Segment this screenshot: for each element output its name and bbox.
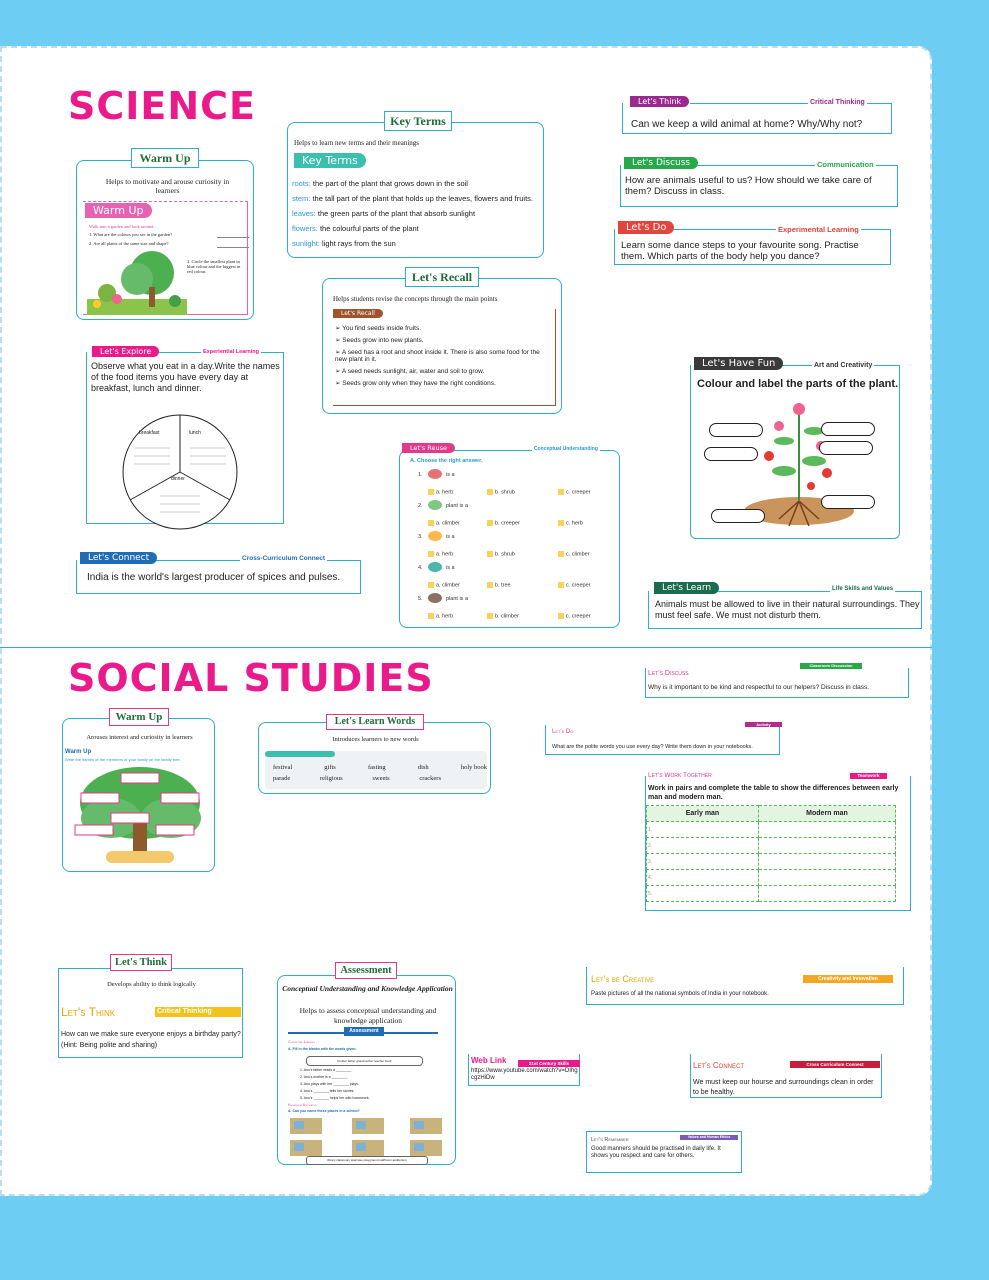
reuse-option-c: c. creeper [558, 489, 590, 495]
reuse-option-b: b. creeper [487, 520, 520, 526]
reuse-option-b: b. shrub [487, 551, 515, 557]
soc-lets-discuss-tag: Classroom Discussion [800, 663, 862, 669]
warm-up-instruction: Walk into a garden and look around. [89, 224, 155, 229]
reuse-option-a: a. climber [428, 520, 460, 526]
work-together-tag: Teamwork [850, 773, 887, 779]
lets-remember-tag: Values and Human Ethics [680, 1135, 738, 1140]
lets-have-fun-pill: Let's Have Fun [694, 357, 783, 370]
assessment-q2: A. Can you name these places in a school? [288, 1109, 360, 1113]
assessment-pill: Assessment [344, 1027, 384, 1036]
reuse-heading: A. Choose the right answer. [410, 458, 483, 464]
reuse-option-a: a. herb [428, 489, 453, 495]
sci-lets-think-pill: Let's Think [630, 96, 689, 107]
sci-lets-discuss-box [620, 165, 898, 207]
sci-lets-discuss-pill: Let's Discuss [624, 157, 698, 169]
warm-up-q3: 3. Circle the smallest plant in blue colour and the biggest in red colour. [187, 259, 241, 274]
reuse-question-number: 5. [418, 596, 423, 602]
soc-lets-do-title: Let's Do [552, 729, 574, 735]
assessment-tab: Assessment [335, 962, 397, 979]
soc-lets-think-desc: Develops ability to think logically [107, 981, 196, 988]
reuse-question-number: 3. [418, 534, 423, 540]
sci-lets-think-box [622, 103, 892, 134]
sci-lets-connect-text: India is the world's largest producer of spices and pulses. [87, 572, 341, 583]
soc-lets-discuss-box [645, 668, 909, 698]
reuse-question-text: plant is a [446, 503, 469, 509]
warm-up-q2: 2. Are all plants of the same size and shape? [89, 241, 169, 246]
reuse-option-b: b. shrub [487, 489, 515, 495]
soc-lets-connect-tag: Cross Curriculum Connect [790, 1061, 880, 1068]
reuse-plant-icon [428, 531, 442, 541]
lets-reuse-pill: Let's Reuse [402, 443, 455, 453]
reuse-plant-icon [428, 593, 442, 603]
assessment-q1: A. Fill in the blanks with the words given. [288, 1047, 357, 1051]
section-divider [0, 647, 932, 648]
col-early-man: Early man [647, 806, 759, 822]
reuse-question-text: is a [446, 565, 455, 571]
reuse-option-c: c. creeper [558, 613, 590, 619]
reuse-option-b: b. climber [487, 613, 519, 619]
work-together-title: Let's Work Together [648, 772, 712, 779]
sci-lets-learn-text: Animals must be allowed to live in their natural surroundings. They must feel safe. We must not disturb them. [655, 599, 920, 620]
work-together-table: Early man Modern man 1. 2. 3. 4. 5. [646, 805, 896, 902]
lets-reuse-tag: Conceptual Understanding [534, 446, 598, 452]
garden-illustration [87, 249, 187, 315]
be-creative-text: Paste pictures of all the national symbols of India in your notebook. [591, 991, 769, 997]
learn-words-card [258, 722, 491, 794]
pie-label-lunch: lunch [189, 430, 201, 436]
lets-explore-box [86, 352, 284, 524]
recall-point: ➢ Seeds grow only when they have the right conditions. [335, 379, 553, 387]
soc-warm-up-pill: Warm Up [65, 749, 92, 755]
lets-have-fun-tag: Art and Creativity [814, 362, 873, 369]
key-terms-desc: Helps to learn new terms and their meanings [294, 139, 419, 147]
assessment-sec2: Knowledge Application [288, 1103, 317, 1107]
pie-label-breakfast: breakfast [139, 430, 160, 436]
lets-recall-desc: Helps students revise the concepts through the main points [333, 295, 498, 303]
soc-lets-connect-text: We must keep our hourse and surroundings clean in order to be healthy. [693, 1079, 874, 1096]
lets-recall-pill: Let's Recall [333, 309, 383, 318]
lets-recall-tab: Let's Recall [405, 267, 479, 287]
assessment-card [277, 975, 456, 1165]
sci-lets-learn-pill: Let's Learn [654, 582, 719, 594]
reuse-option-c: c. climber [558, 551, 590, 557]
reuse-plant-icon [428, 500, 442, 510]
sci-lets-learn-tag: Life Skills and Values [832, 586, 894, 592]
be-creative-tag: Creativity and Innovation [803, 975, 893, 983]
reuse-option-a: a. herb [428, 551, 453, 557]
key-terms-card [287, 122, 544, 258]
reuse-option-a: a. herb [428, 613, 453, 619]
sci-lets-discuss-tag: Communication [817, 160, 874, 169]
key-term-item: roots: the part of the plant that grows down in the soil [292, 179, 468, 188]
sci-lets-learn-box [648, 591, 922, 629]
be-creative-title: Let's be Creative [591, 974, 655, 984]
assessment-wordbox: brother father grandmother teacher book [306, 1056, 423, 1066]
lets-have-fun-text: Colour and label the parts of the plant. [697, 378, 899, 390]
soc-warm-up-card [62, 718, 215, 872]
lets-remember-title: Let's Remember [591, 1137, 629, 1143]
soc-lets-do-box [545, 725, 780, 755]
learn-words-row1: festival gifts fasting dish holy book [273, 764, 487, 771]
soc-lets-think-title: Let's Think [61, 1005, 116, 1019]
science-title: SCIENCE [68, 84, 257, 128]
lets-remember-text: Good manners should be practised in daily life. It shows you respect and care for others. [591, 1146, 721, 1159]
sci-lets-connect-box [76, 560, 361, 594]
reuse-option-a: a. climber [428, 582, 460, 588]
sci-lets-do-pill: Let's Do [618, 221, 674, 234]
web-link-url[interactable]: https://www.youtube.com/watch?v=DIhgcgzHiDw [471, 1068, 578, 1081]
reuse-question-text: is a [446, 472, 455, 478]
science-warm-up-tab: Warm Up [131, 148, 199, 168]
web-link-box [468, 1054, 580, 1086]
assessment-desc: Helps to assess conceptual understanding and knowledge application [299, 1006, 437, 1025]
school-places-pictures [290, 1116, 444, 1156]
reuse-option-c: c. creeper [558, 582, 590, 588]
col-modern-man: Modern man [758, 806, 895, 822]
learn-words-desc: Introduces learners to new words [332, 736, 419, 743]
assessment-subtitle: Conceptual Understanding and Knowledge Application [282, 984, 453, 993]
reuse-option-b: b. tree [487, 582, 511, 588]
sci-lets-discuss-text: How are animals useful to us? How should we take care of them? Discuss in class. [625, 175, 872, 197]
reuse-plant-icon [428, 469, 442, 479]
warm-up-q1: 1. What are the colours you see in the garden? [89, 232, 173, 237]
recall-point: ➢ You find seeds inside fruits. [335, 324, 553, 332]
key-terms-pill: Key Terms [294, 153, 366, 168]
sci-lets-do-text: Learn some dance steps to your favourite song. Practise them. Which parts of the body help you dance? [621, 240, 859, 262]
lets-recall-card [322, 278, 562, 414]
soc-lets-do-tag: Activity [745, 722, 782, 727]
soc-lets-do-text: What are the polite words you use every day? Write them down in your notebooks. [552, 744, 753, 750]
soc-warm-up-tab: Warm Up [109, 708, 169, 726]
reuse-question-number: 2. [418, 503, 423, 509]
sci-lets-connect-pill: Let's Connect [80, 552, 157, 564]
learn-words-tab: Let's Learn Words [326, 714, 424, 730]
science-warm-up-card [76, 160, 254, 320]
web-link-title: Web Link [471, 1056, 507, 1065]
reuse-option-c: c. herb [558, 520, 583, 526]
soc-lets-discuss-title: Let's Discuss [648, 670, 689, 677]
recall-point: ➢ A seed has a root and shoot inside it. There is also some food for the new plant in it. [335, 348, 553, 363]
soc-lets-think-card [58, 968, 243, 1058]
learn-words-row2: parade religious sweets crackers [273, 775, 441, 782]
lets-explore-pill: Let's Explore [92, 346, 159, 357]
key-term-item: leaves: the green parts of the plant that absorb sunlight [292, 209, 476, 218]
soc-warm-up-instruction: Write the names of the members of your family on the family tree. [65, 757, 181, 762]
warm-up-desc: Helps to motivate and arouse curiosity in learners [105, 177, 230, 195]
warm-up-pill: Warm Up [85, 203, 152, 218]
soc-lets-discuss-text: Why is it important to be kind and respectful to our helpers? Discuss in class. [648, 684, 870, 691]
be-creative-box [586, 967, 904, 1005]
assessment-sec1: Conceptual Learning [288, 1040, 315, 1044]
key-term-item: flowers: the colourful parts of the plant [292, 224, 419, 233]
soc-warm-up-desc: Arouses interest and curiosity in learners [86, 734, 193, 741]
social-title: SOCIAL STUDIES [68, 656, 434, 700]
pie-label-dinner: dinner [171, 476, 185, 482]
soc-lets-connect-title: Let's Connect [693, 1061, 744, 1070]
recall-point: ➢ Seeds grow into new plants. [335, 336, 553, 344]
soc-lets-think-tag: Critical Thinking [155, 1007, 241, 1017]
reuse-question-number: 4. [418, 565, 423, 571]
assessment-wordbox2: library classroom staircase playground staffroom auditorium [306, 1156, 428, 1165]
reuse-question-number: 1. [418, 472, 423, 478]
recall-list [335, 324, 553, 391]
sci-lets-do-box [614, 229, 891, 265]
meal-pie-diagram [120, 412, 240, 532]
key-term-item: sunlight: light rays from the sun [292, 239, 396, 248]
family-tree-illustration [71, 763, 209, 869]
sci-lets-connect-tag: Cross-Curriculum Connect [242, 555, 326, 562]
work-together-text: Work in pairs and complete the table to show the differences between early man and modern man. [648, 785, 899, 801]
sci-lets-think-tag: Critical Thinking [810, 99, 865, 106]
reuse-question-text: is a [446, 534, 455, 540]
sci-lets-think-text: Can we keep a wild animal at home? Why/Why not? [631, 119, 863, 130]
sci-lets-do-tag: Experimental Learning [778, 225, 859, 234]
reuse-plant-icon [428, 562, 442, 572]
key-term-item: stem: the tall part of the plant that holds up the leaves, flowers and fruits. [292, 194, 533, 203]
web-link-tag: 21st Century Skills [518, 1060, 580, 1067]
reuse-question-text: plant is a [446, 596, 469, 602]
assessment-lines: 1. Anu's father reads a ________. 2. Anu's mother is a ________. 3. Anu plays with her ________ plays. 4. Anu's ________ tells her stories. 5. Anu's ________ helps her with homework. [300, 1068, 370, 1100]
soc-lets-think-tab: Let's Think [110, 954, 172, 971]
lets-explore-tag: Experiential Learning [203, 349, 259, 355]
key-terms-tab: Key Terms [384, 111, 452, 131]
key-terms-list [292, 179, 540, 254]
recall-point: ➢ A seed needs sunlight, air, water and soil to grow. [335, 367, 553, 375]
soc-lets-think-text: How can we make sure everyone enjoys a birthday party? (Hint: Being polite and sharing) [61, 1031, 241, 1049]
lets-have-fun-box [690, 365, 900, 539]
lets-explore-text: Observe what you eat in a day.Write the names of the food items you have every day at breakfast, lunch and dinner. [91, 361, 280, 393]
